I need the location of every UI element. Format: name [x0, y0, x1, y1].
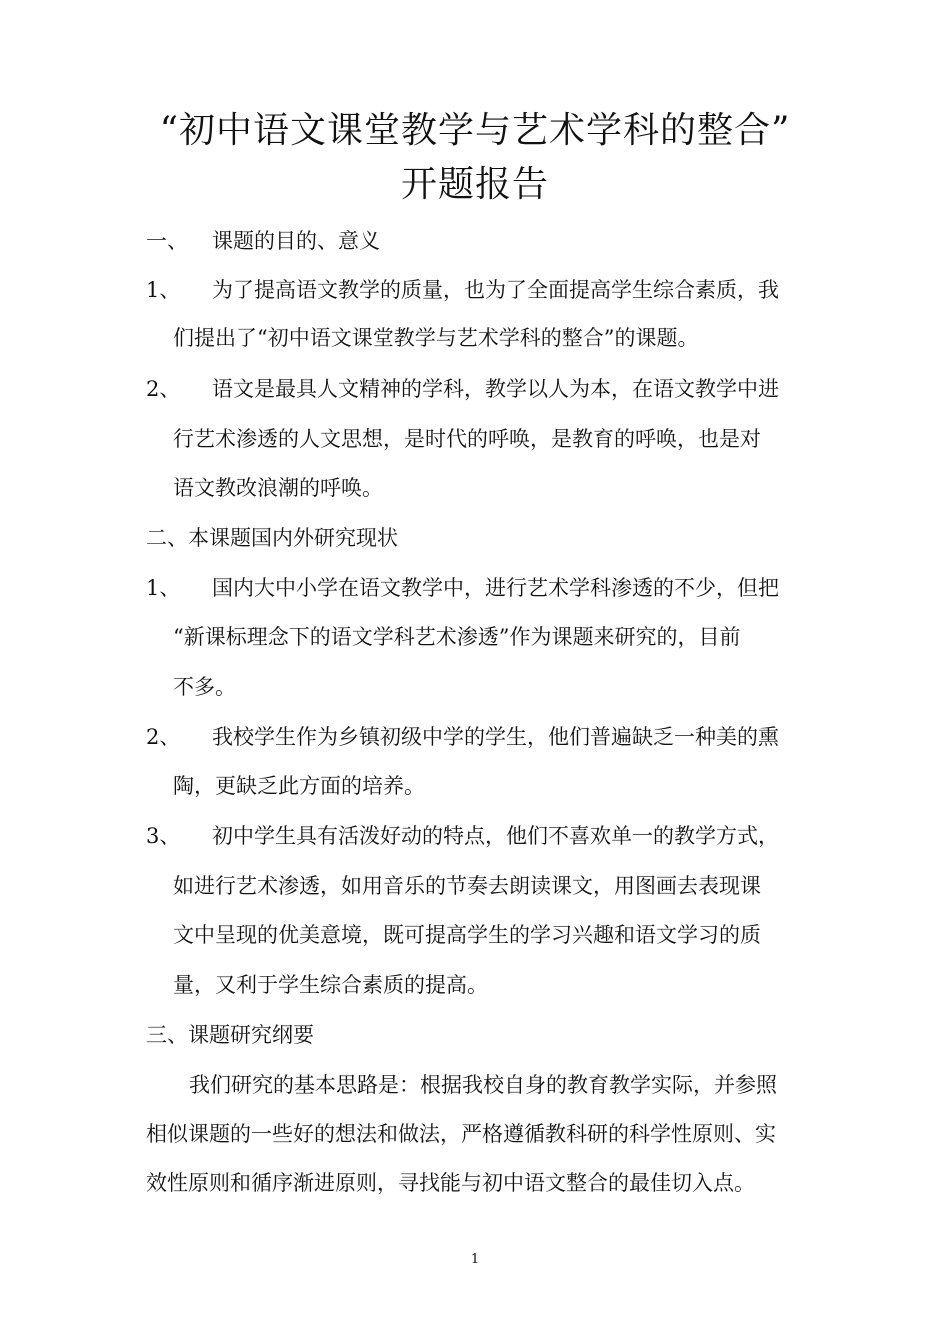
list-item-line: 行艺术渗透的人文思想，是时代的呼唤，是教育的呼唤，也是对	[173, 427, 761, 451]
document-title-line-1: “初中语文课堂教学与艺术学科的整合”	[159, 110, 791, 151]
section-3-heading: 三、课题研究纲要	[146, 1023, 314, 1047]
list-item-number: 3、	[146, 824, 181, 848]
section-2-heading: 二、本课题国内外研究现状	[146, 526, 398, 550]
list-item-line: 语文教改浪潮的呼唤。	[173, 476, 383, 500]
document-title-line-2: 开题报告	[400, 164, 549, 205]
paragraph-line: 相似课题的一些好的想法和做法，严格遵循教科研的科学性原则、实	[146, 1122, 776, 1146]
paragraph-line: 效性原则和循序渐进原则，寻找能与初中语文整合的最佳切入点。	[146, 1171, 755, 1195]
list-item-line: 文中呈现的优美意境，既可提高学生的学习兴趣和语文学习的质	[173, 923, 761, 947]
list-item-number: 1、	[146, 576, 181, 600]
list-item-number: 1、	[146, 278, 181, 302]
list-item-number: 2、	[146, 377, 181, 401]
list-item-line: 陶，更缺乏此方面的培养。	[173, 774, 425, 798]
section-1-heading: 课题的目的、意义	[212, 229, 380, 253]
list-item-line: 如进行艺术渗透，如用音乐的节奏去朗读课文，用图画去表现课	[173, 874, 761, 898]
list-item-line: 们提出了“初中语文课堂教学与艺术学科的整合”的课题。	[173, 326, 699, 350]
paragraph-line: 我们研究的基本思路是：根据我校自身的教育教学实际，并参照	[189, 1073, 777, 1097]
list-item-number: 2、	[146, 725, 181, 749]
list-item-line: 语文是最具人文精神的学科，教学以人为本，在语文教学中进	[212, 377, 779, 401]
list-item-line: 不多。	[173, 675, 236, 699]
section-1-number: 一、	[146, 229, 188, 253]
list-item-line: 我校学生作为乡镇初级中学的学生，他们普遍缺乏一种美的熏	[212, 725, 779, 749]
list-item-line: 量，又利于学生综合素质的提高。	[173, 973, 488, 997]
list-item-line: 初中学生具有活泼好动的特点，他们不喜欢单一的教学方式，	[212, 824, 779, 848]
list-item-line: 为了提高语文教学的质量，也为了全面提高学生综合素质，我	[212, 278, 779, 302]
list-item-line: 国内大中小学在语文教学中，进行艺术学科渗透的不少，但把	[212, 576, 779, 600]
page-number: 1	[470, 1252, 480, 1267]
list-item-line: “新课标理念下的语文学科艺术渗透”作为课题来研究的，目前	[173, 625, 741, 649]
